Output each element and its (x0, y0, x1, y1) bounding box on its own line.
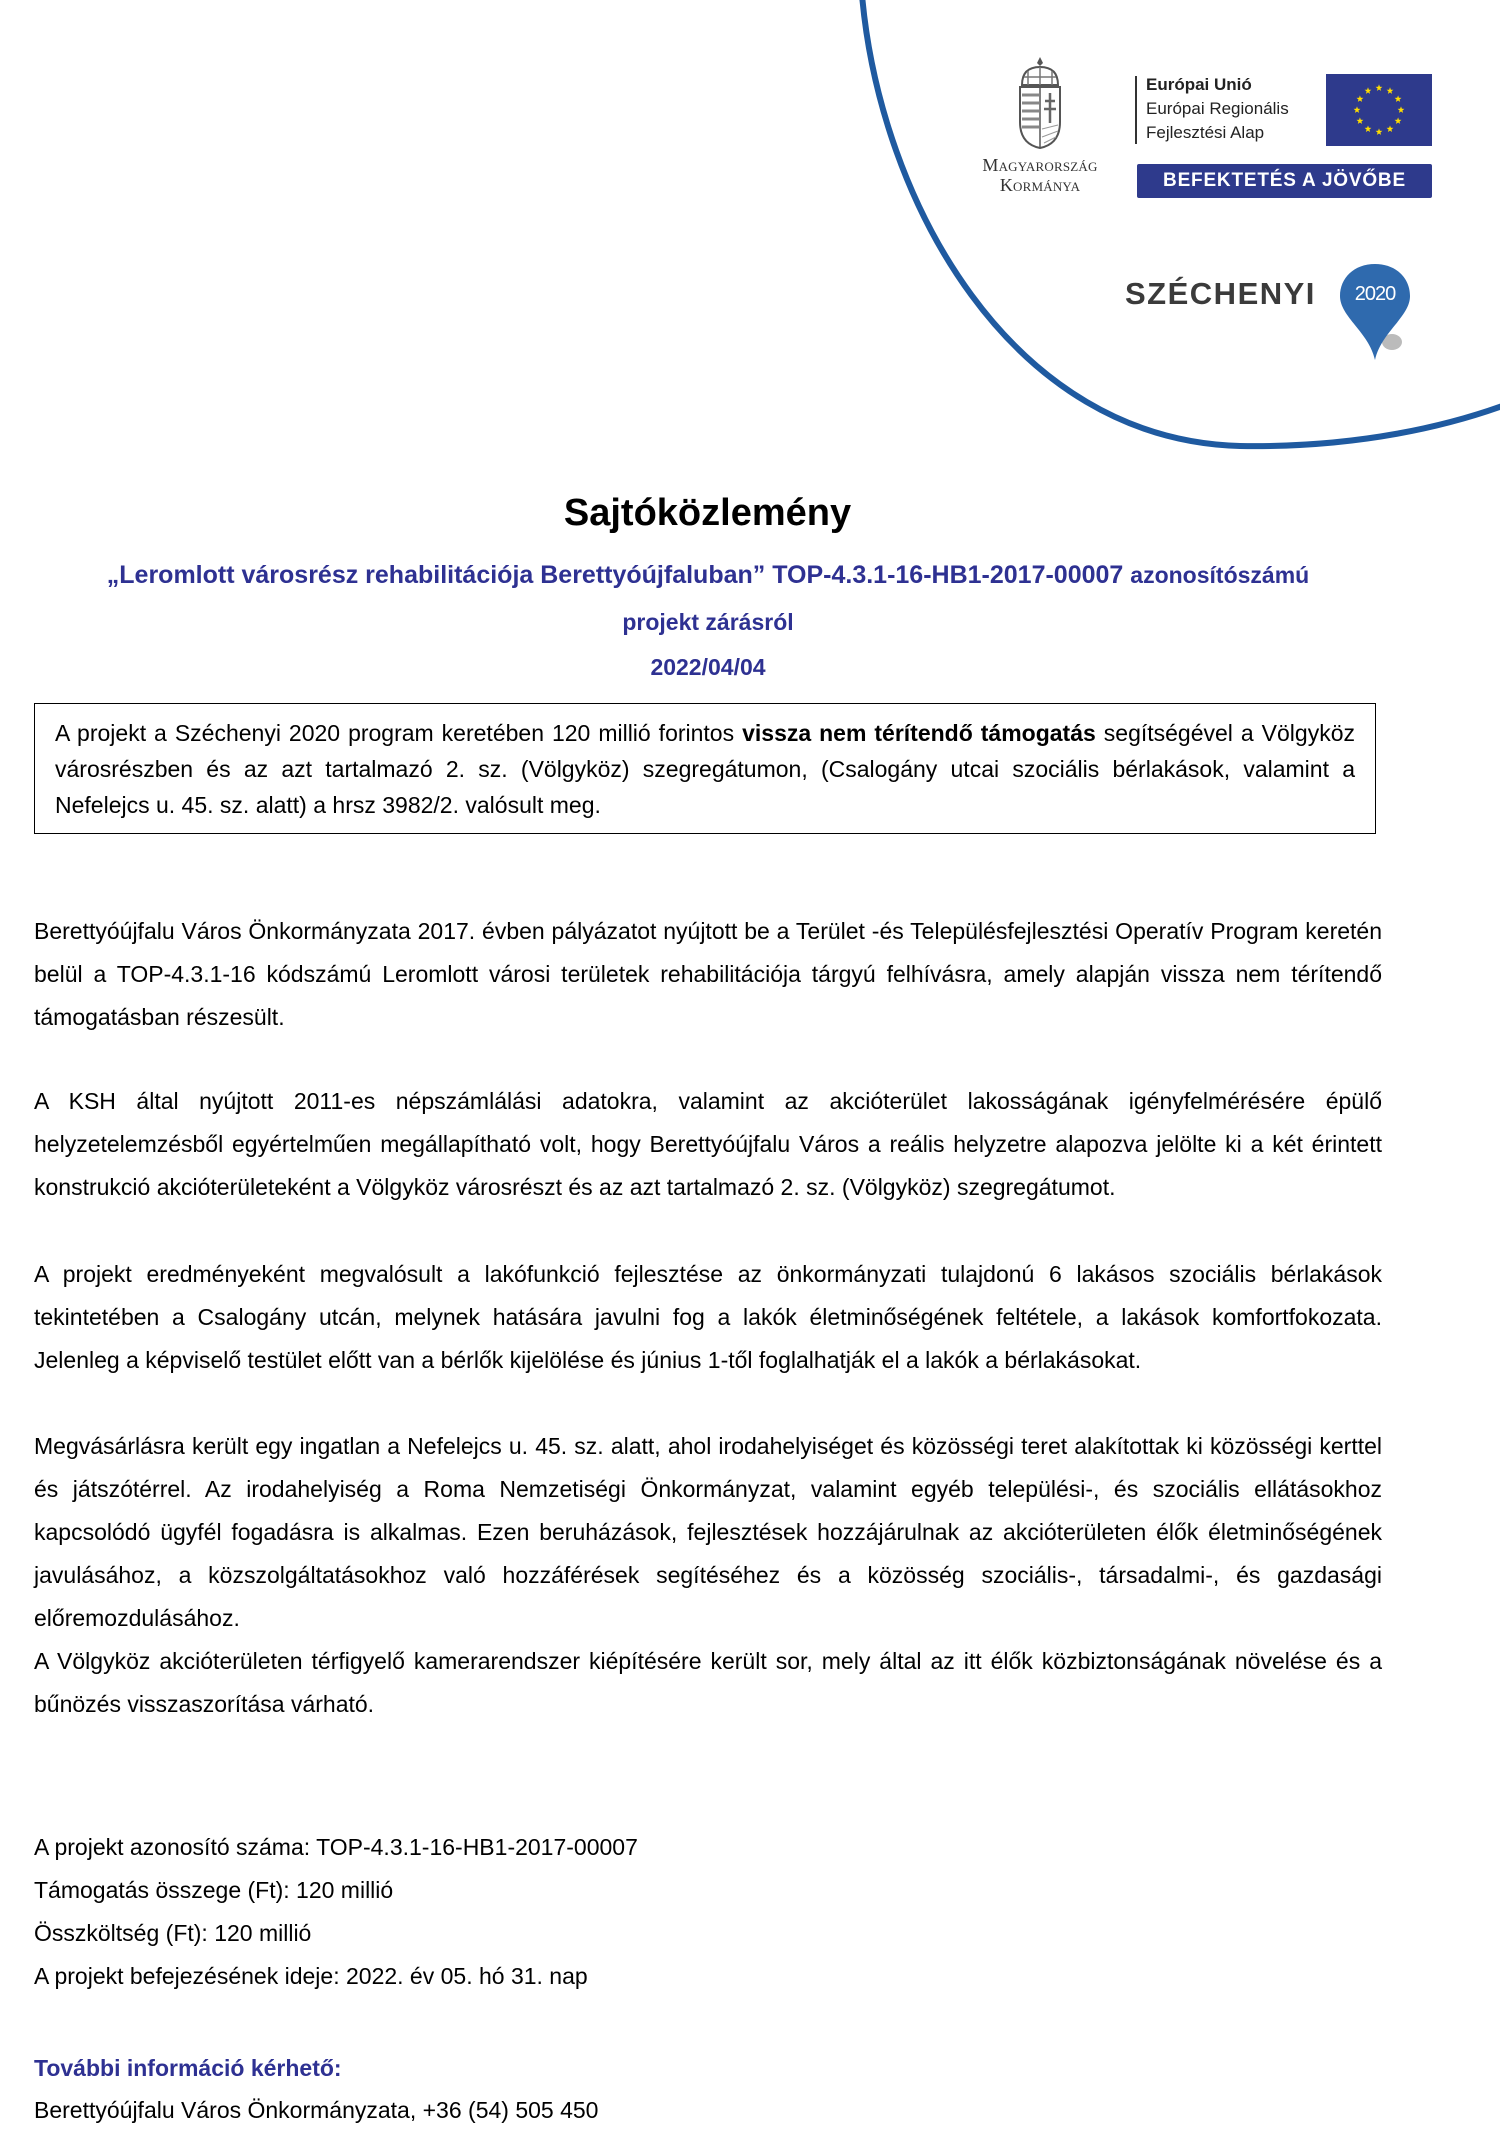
subtitle (34, 561, 1382, 590)
eu-star-icon (1398, 106, 1405, 113)
eu-flag-icon (1326, 74, 1432, 146)
eu-logo-divider (1135, 76, 1137, 144)
document-date: 2022/04/04 (650, 654, 766, 680)
eu-fund-line2: Fejlesztési Alap (1146, 123, 1265, 142)
coat-of-arms-icon (1010, 55, 1070, 150)
fact-project-id: A projekt azonosító száma: TOP-4.3.1-16-HB1-2017-00007 (34, 1834, 638, 1860)
paragraph-1: Berettyóújfalu Város Önkormányzata 2017. évben pályázatot nyújtott be a Terület -és Településfejlesztési Operatív Program keretén belül a TOP-4.3.1-16 kódszámú Leromlott városi területek rehabilitációja tárgyú felhívásra, amely alapján vissza nem térítendő támogatásban részesült. (34, 918, 1382, 1030)
paragraph-5: A Völgyköz akcióterületen térfigyelő kamerarendszer kiépítésére került sor, mely által az itt élők közbiztonságának növelése és a bűnözés visszaszorítása várható. (34, 1648, 1382, 1717)
summary-text-bold: vissza nem térítendő támogatás (742, 720, 1096, 746)
eu-star-icon (1376, 128, 1383, 135)
subtitle-line2: projekt zárásról (622, 609, 794, 635)
government-logo (955, 55, 1125, 195)
government-name-line1: Magyarország (982, 155, 1098, 175)
eu-star-icon (1395, 117, 1402, 124)
szechenyi-year: 2020 (1354, 283, 1396, 305)
eu-star-icon (1387, 126, 1394, 133)
subtitle-suffix: azonosítószámú (1130, 562, 1310, 588)
subtitle-main: „Leromlott városrész rehabilitációja Berettyóújfaluban” TOP-4.3.1-16-HB1-2017-00007 (106, 561, 1124, 589)
eu-fund-line1: Európai Regionális (1146, 99, 1289, 118)
eu-star-icon (1365, 87, 1372, 94)
summary-text-after: segítségével a Völgyköz városrészben és az azt tartalmazó 2. sz. (Völgyköz) szegregátumon, (Csalogány utcai szociális bérlakások, valamint a Nefelejcs u. 45. sz. alatt) a hrsz 3982/2. valósult meg. (55, 720, 1355, 818)
eu-star-icon (1395, 95, 1402, 102)
paragraph-3: A projekt eredményeként megvalósult a lakófunkció fejlesztése az önkormányzati tulajdonú 6 lakásos szociális bérlakások tekintetében a Csalogány utcán, melynek hatására javulni fog a lakók életminőségének feltétele, a lakások komfortfokozata. Jelenleg a képviselő testület előtt van a bérlők kijelölése és június 1-től foglalhatják el a lakók a bérlakásokat. (34, 1261, 1382, 1373)
szechenyi-logo-text: SZÉCHENYI (1125, 276, 1316, 311)
government-name-line2: Kormánya (999, 175, 1081, 195)
paragraph-2: A KSH által nyújtott 2011-es népszámlálási adatokra, valamint az akcióterület lakosságának igényfelmérésére épülő helyzetelemzésből egyértelműen megállapítható volt, hogy Berettyóújfalu Város a reális helyzetre alapozva jelölte ki a két érintett konstrukció akcióterületeként a Völgyköz városrészt és az azt tartalmazó 2. sz. (Völgyköz) szegregátumot. (34, 1088, 1382, 1200)
investment-banner: BEFEKTETÉS A JÖVŐBE (1137, 164, 1432, 198)
summary-text-before: A projekt a Széchenyi 2020 program keretében 120 millió forintos (55, 720, 743, 746)
eu-star-icon (1357, 95, 1364, 102)
summary-box (34, 703, 1376, 834)
location-pin-icon (1338, 262, 1412, 362)
eu-star-icon (1354, 106, 1361, 113)
page-title: Sajtóközlemény (563, 492, 852, 534)
eu-star-icon (1357, 117, 1364, 124)
contact-heading: További információ kérhető: (34, 2055, 342, 2081)
fact-total-cost: Összköltség (Ft): 120 millió (34, 1920, 312, 1946)
eu-star-icon (1376, 84, 1383, 91)
eu-star-icon (1365, 126, 1372, 133)
contact-line: Berettyóújfalu Város Önkormányzata, +36 (54) 505 450 (34, 2097, 599, 2123)
paragraph-4: Megvásárlásra került egy ingatlan a Nefelejcs u. 45. sz. alatt, ahol irodahelyiséget és közösségi teret alakítottak ki közösségi kerttel és játszótérrel. Az irodahelyiség a Roma Nemzetiségi Önkormányzat, valamint egyéb települési-, és szociális ellátásokhoz kapcsolódó ügyfél fogadásra is alkalmas. Ezen beruházások, fejlesztések hozzájárulnak az akcióterületen élők életminőségének javulásához, a közszolgáltatásokhoz való hozzáférések segítéséhez és a közösség szociális-, társadalmi-, és gazdasági előremozdulásához. (34, 1433, 1382, 1631)
eu-star-icon (1387, 87, 1394, 94)
eu-name: Európai Unió (1146, 75, 1252, 94)
fact-grant-amount: Támogatás összege (Ft): 120 millió (34, 1877, 394, 1903)
project-facts (34, 1826, 638, 1998)
fact-completion-date: A projekt befejezésének ideje: 2022. év 05. hó 31. nap (34, 1963, 588, 1989)
eu-logo-text (1146, 73, 1318, 145)
header-arc-decoration (0, 0, 1500, 470)
